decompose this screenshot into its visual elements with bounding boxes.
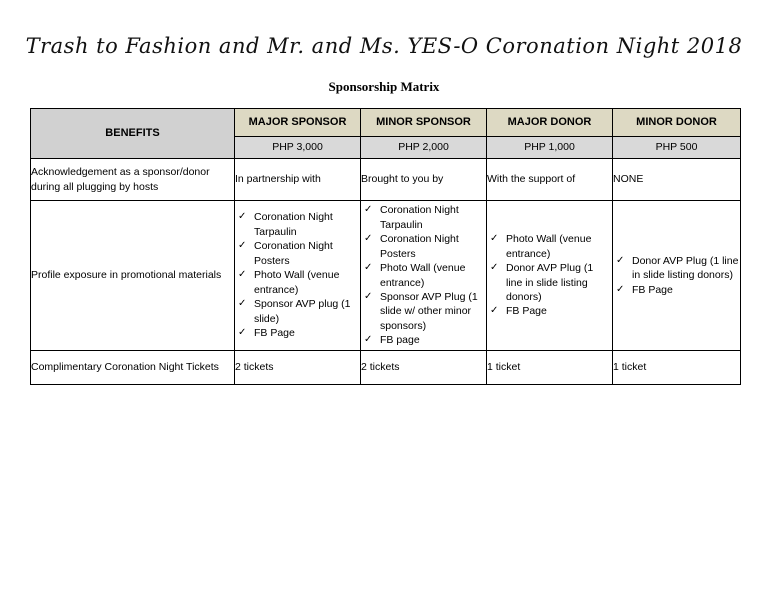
tickets-major-sponsor: 2 tickets [235,351,361,385]
acknowledgement-major-sponsor: In partnership with [235,159,361,201]
list-item: ✓ Coronation Night Posters [235,239,360,268]
tickets-major-donor: 1 ticket [487,351,613,385]
list-item: ✓ FB Page [487,304,612,318]
tickets-minor-donor: 1 ticket [613,351,741,385]
list-item: ✓ Sponsor AVP plug (1 slide) [235,297,360,326]
exposure-minor-sponsor [361,201,487,351]
tier-header-major-sponsor: MAJOR SPONSOR [235,109,361,137]
benefit-tickets: Complimentary Coronation Night Tickets [31,351,235,385]
list-item: ✓ Donor AVP Plug (1 line in slide listing donors) [613,254,740,283]
sponsorship-matrix-table [30,108,741,385]
benefit-exposure: Profile exposure in promotional materials [31,201,235,351]
tier-header-row [31,109,741,137]
list-item: ✓ Donor AVP Plug (1 line in slide listing donors) [487,261,612,304]
list-item: ✓ Photo Wall (venue entrance) [235,268,360,297]
exposure-list [613,254,740,297]
list-item: ✓ Coronation Night Tarpaulin [235,210,360,239]
list-item: ✓ Photo Wall (venue entrance) [487,232,612,261]
exposure-major-donor [487,201,613,351]
exposure-major-sponsor [235,201,361,351]
tier-amount-minor-donor: PHP 500 [613,137,741,159]
exposure-list [487,232,612,319]
exposure-list [361,203,486,348]
list-item: ✓ Coronation Night Tarpaulin [361,203,486,232]
document-subtitle: Sponsorship Matrix [328,79,440,94]
benefit-acknowledgement: Acknowledgement as a sponsor/donor during all plugging by hosts [31,159,235,201]
benefits-header: BENEFITS [31,109,235,159]
acknowledgement-minor-donor: NONE [613,159,741,201]
tier-amount-major-donor: PHP 1,000 [487,137,613,159]
list-item: ✓ FB Page [613,283,740,297]
tickets-row [31,351,741,385]
document-title: Trash to Fashion and Mr. and Ms. YES-O Coronation Night 2018 [25,34,743,58]
tier-amount-minor-sponsor: PHP 2,000 [361,137,487,159]
exposure-row [31,201,741,351]
tickets-minor-sponsor: 2 tickets [361,351,487,385]
acknowledgement-minor-sponsor: Brought to you by [361,159,487,201]
exposure-minor-donor [613,201,741,351]
list-item: ✓ Photo Wall (venue entrance) [361,261,486,290]
list-item: ✓ FB Page [235,326,360,340]
tier-header-minor-donor: MINOR DONOR [613,109,741,137]
acknowledgement-row [31,159,741,201]
list-item: ✓ Coronation Night Posters [361,232,486,261]
exposure-list [235,210,360,340]
tier-header-major-donor: MAJOR DONOR [487,109,613,137]
list-item: ✓ FB page [361,333,486,347]
tier-amount-major-sponsor: PHP 3,000 [235,137,361,159]
tier-header-minor-sponsor: MINOR SPONSOR [361,109,487,137]
acknowledgement-major-donor: With the support of [487,159,613,201]
list-item: ✓ Sponsor AVP Plug (1 slide w/ other minor sponsors) [361,290,486,333]
